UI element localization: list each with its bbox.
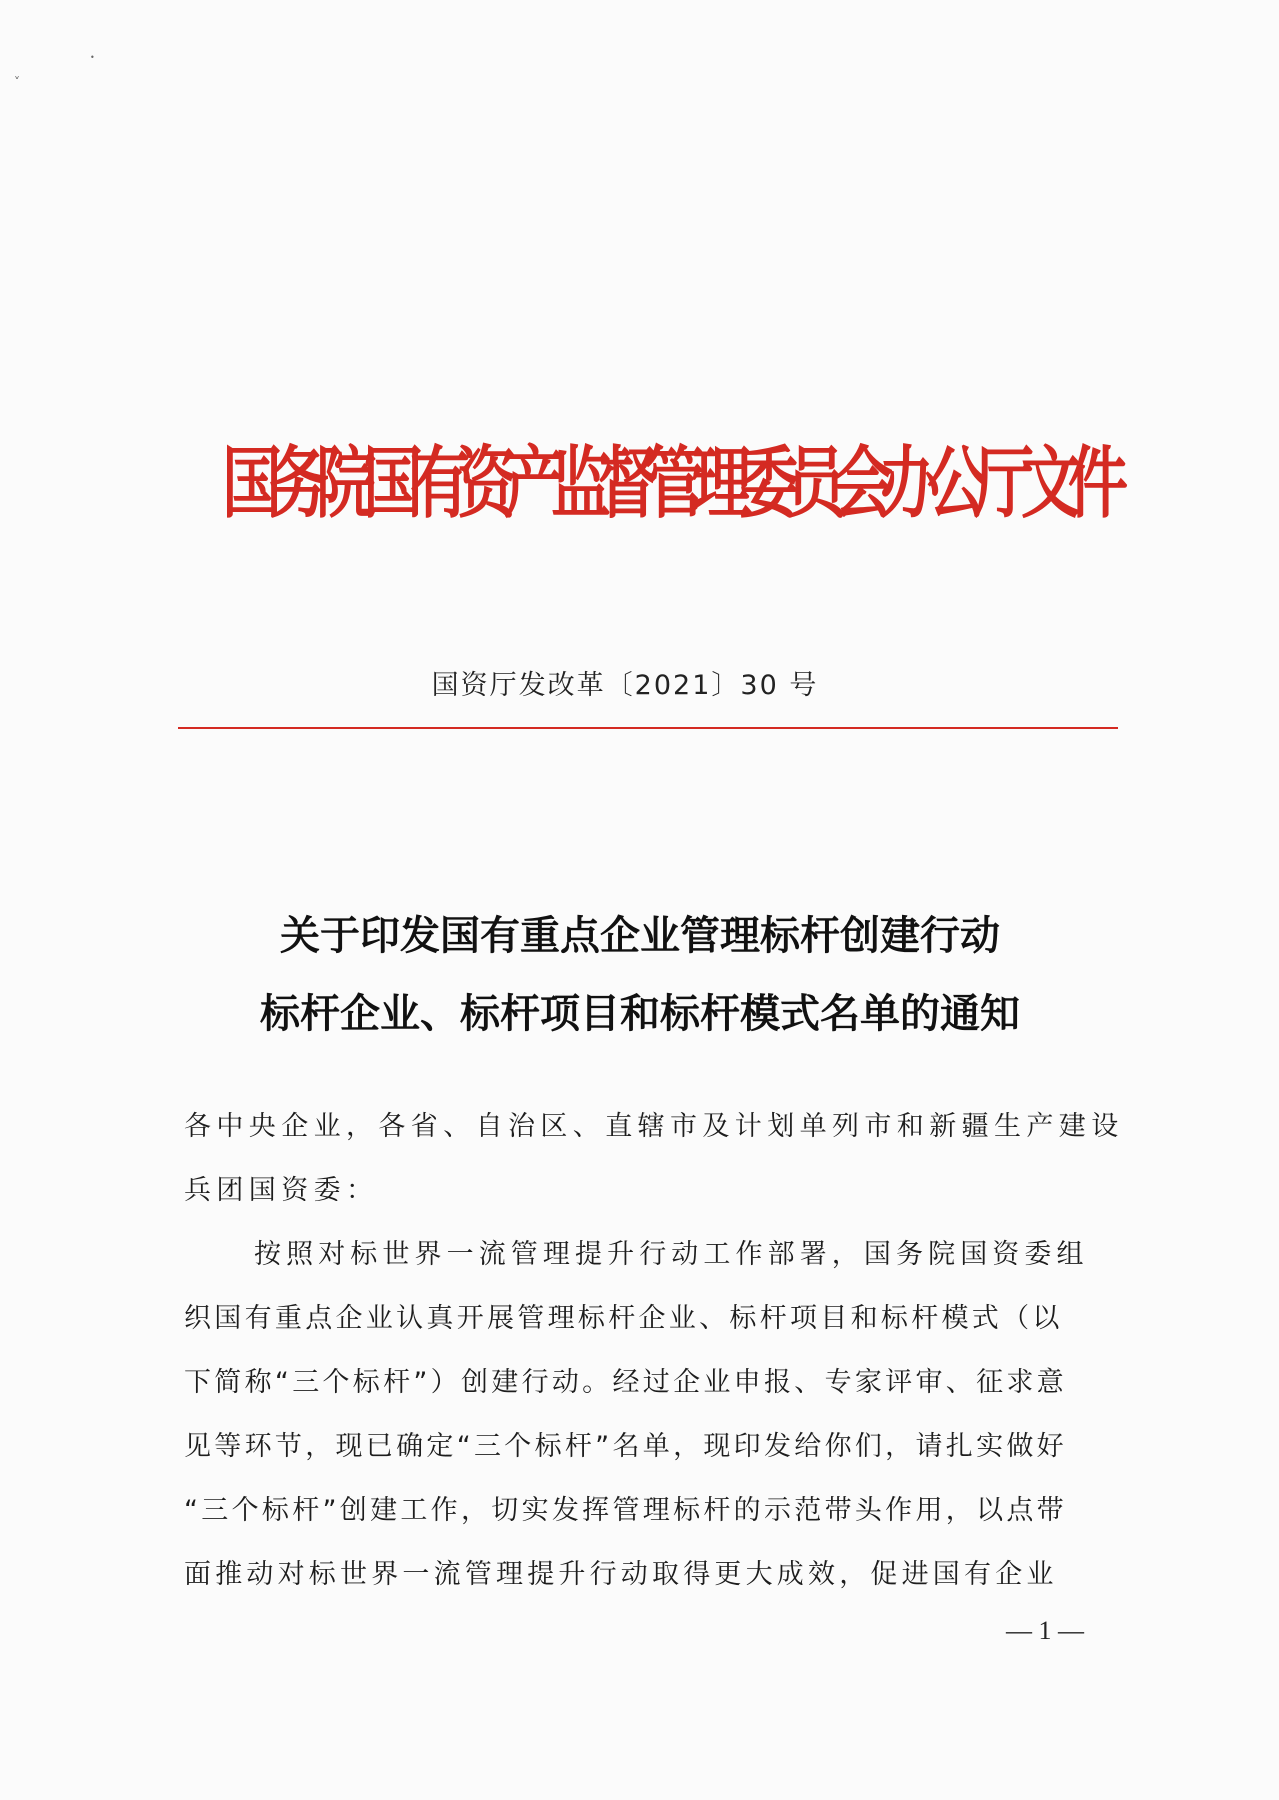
- page-number: — 1 —: [1006, 1616, 1084, 1645]
- paragraph-line: 面推动对标世界一流管理提升行动取得更大成效，促进国有企业: [184, 1559, 1058, 1590]
- paragraph-line: 下简称“三个标杆”）创建行动。经过企业申报、专家评审、征求意: [184, 1367, 1067, 1398]
- notice-title-line-2: 标杆企业、标杆项目和标杆模式名单的通知: [260, 991, 1020, 1037]
- paragraph-line: 按照对标世界一流管理提升行动工作部署，国务院国资委组: [254, 1239, 1089, 1270]
- addressee-line-2: 兵团国资委：: [184, 1175, 379, 1206]
- notice-title-line-1: 关于印发国有重点企业管理标杆创建行动: [280, 913, 1000, 959]
- paragraph-line: “三个标杆”创建工作，切实发挥管理标杆的示范带头作用，以点带: [184, 1495, 1067, 1526]
- paragraph-line: 织国有重点企业认真开展管理标杆企业、标杆项目和标杆模式（以: [184, 1303, 1063, 1334]
- addressee-line-1: 各中央企业，各省、自治区、直辖市及计划单列市和新疆生产建设: [184, 1111, 1124, 1142]
- scan-mark: ˅: [14, 75, 20, 89]
- document-number: 国资厅发改革〔2021〕30 号: [431, 670, 819, 701]
- issuing-body-title: 国务院国有资产监督管理委员会办公厅文件: [222, 438, 1115, 530]
- paragraph-line: 见等环节，现已确定“三个标杆”名单，现印发给你们，请扎实做好: [184, 1431, 1067, 1462]
- scan-speck: •: [90, 53, 95, 62]
- red-divider-line: [178, 727, 1118, 729]
